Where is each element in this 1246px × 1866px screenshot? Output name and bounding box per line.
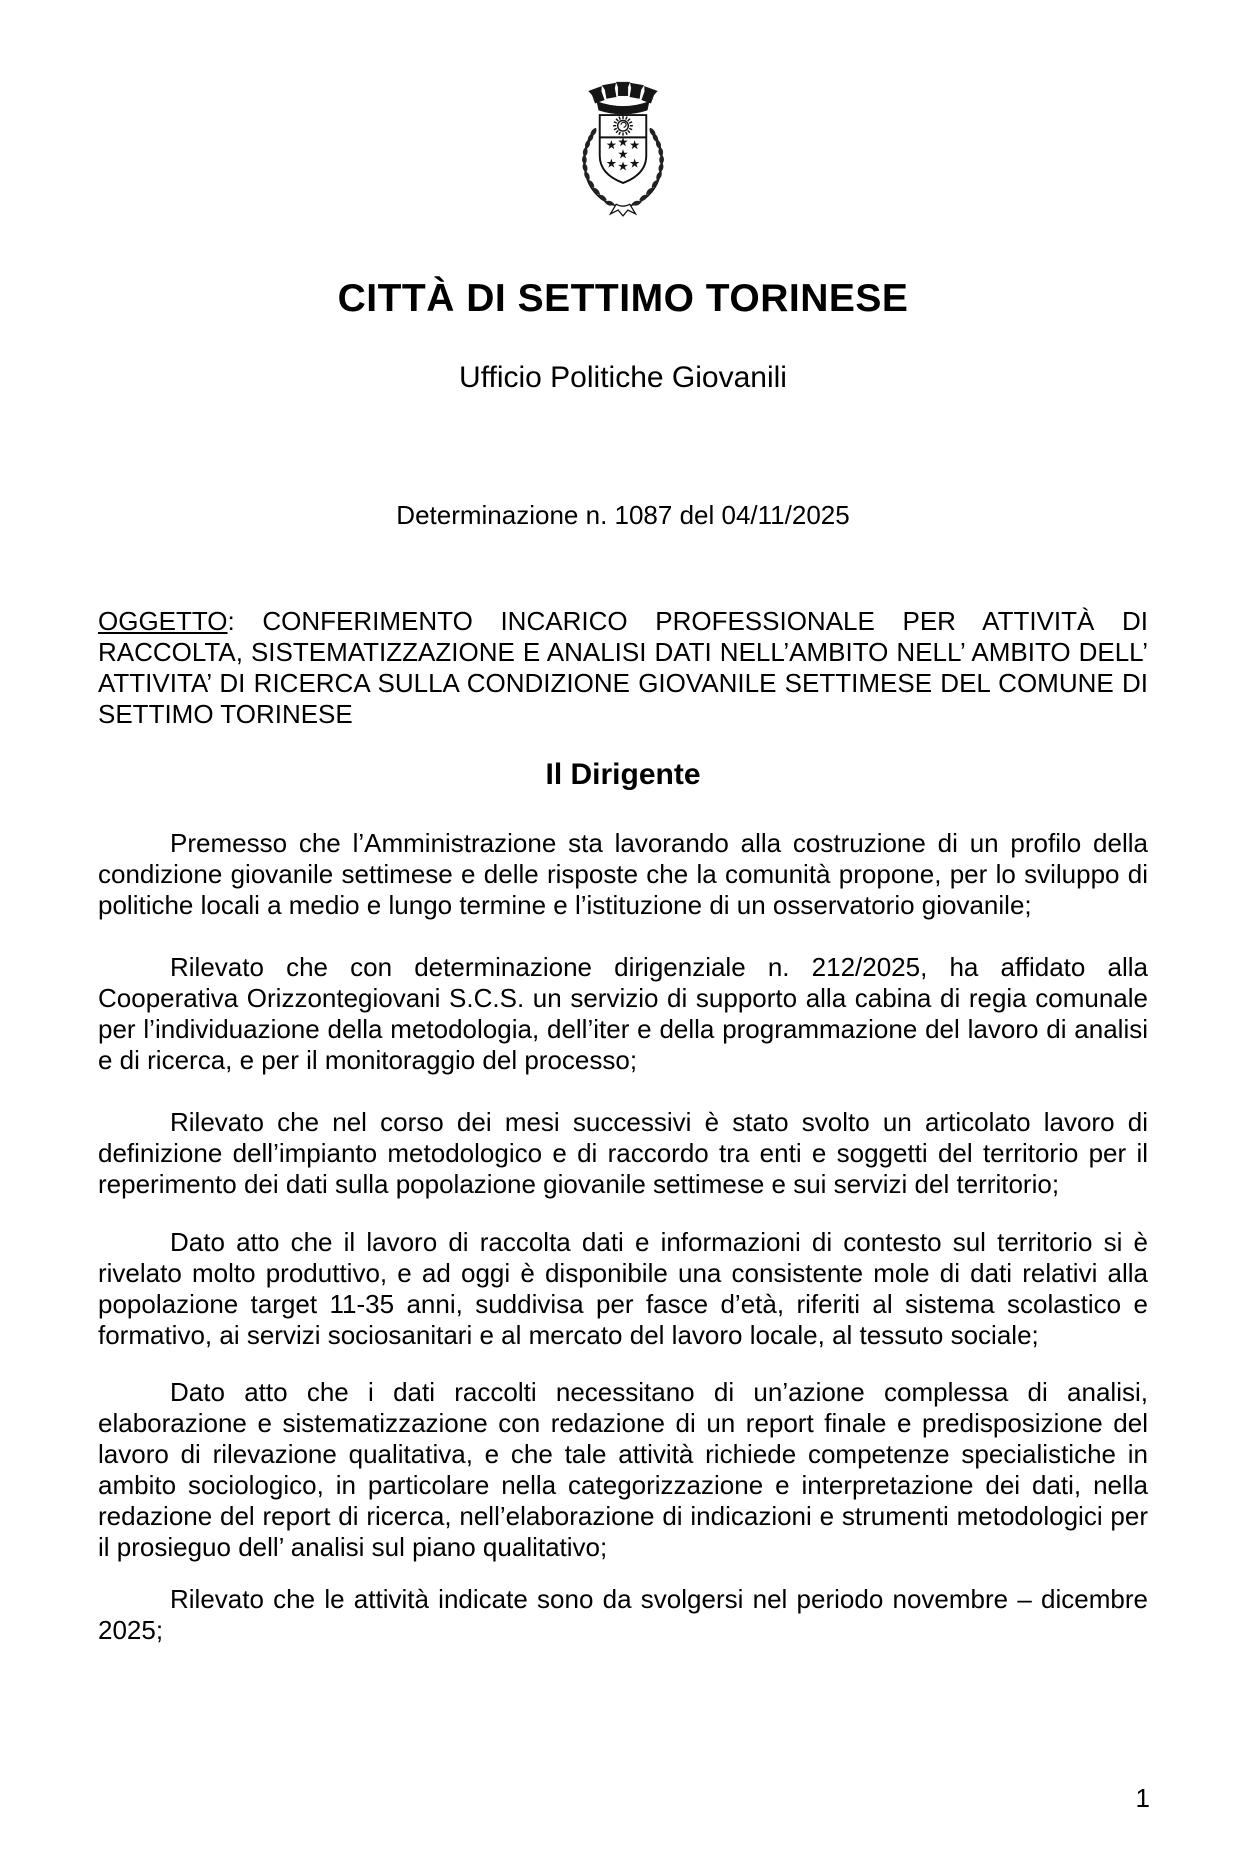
subject-paragraph <box>98 606 1148 730</box>
determination-document <box>0 80 1246 1866</box>
subject-label: OGGETTO <box>98 606 228 636</box>
mural-crown <box>589 82 658 114</box>
document-page <box>0 80 1246 1866</box>
paragraph-dato-atto-analisi: Dato atto che i dati raccolti necessitano di un’azione complessa di analisi, elaborazione e sistematizzazione con redazione di un report finale e predisposizione del lavoro di rilevazione qualitativa, e che tale attività richiede competenze specialistiche in ambito sociologico, in particolare nella categorizzazione e interpretazione dei dati, nella redazione del report di ricerca, nell’elaborazione di indicazioni e strumenti metodologici per il prosieguo dell’ analisi sul piano qualitativo; <box>98 1377 1148 1562</box>
paragraph-rilevato-mesi-successivi: Rilevato che nel corso dei mesi successivi è stato svolto un articolato lavoro di definizione dell’impianto metodologico e di raccordo tra enti e soggetti del territorio per il reperimento dei dati sulla popolazione giovanile settimese e sui servizi del territorio; <box>98 1107 1148 1199</box>
city-title: CITTÀ DI SETTIMO TORINESE <box>337 277 909 320</box>
section-heading-il-dirigente: Il Dirigente <box>545 758 701 791</box>
page-number: 1 <box>1135 1783 1150 1813</box>
shield <box>600 115 647 183</box>
ribbon <box>610 204 635 216</box>
office-subtitle: Ufficio Politiche Giovanili <box>459 361 787 394</box>
city-coat-of-arms-icon <box>560 80 686 218</box>
determination-number-line: Determinazione n. 1087 del 04/11/2025 <box>396 500 850 530</box>
paragraph-premesso: Premesso che l’Amministrazione sta lavorando alla costruzione di un profilo della condizione giovanile settimese e delle risposte che la comunità propone, per lo sviluppo di politiche locali a medio e lungo termine e l’istituzione di un osservatorio giovanile; <box>98 828 1148 920</box>
paragraph-dato-atto-raccolta: Dato atto che il lavoro di raccolta dati e informazioni di contesto sul territorio si è rivelato molto produttivo, e ad oggi è disponibile una consistente mole di dati relativi alla popolazione target 11-35 anni, suddivisa per fasce d’età, riferiti al sistema scolastico e formativo, ai servizi sociosanitari e al mercato del lavoro locale, al tessuto sociale; <box>98 1227 1148 1350</box>
subject-text: : CONFERIMENTO INCARICO PROFESSIONALE PER ATTIVITÀ DI RACCOLTA, SISTEMATIZZAZIONE E ANALISI DATI NELL’AMBITO NELL’ AMBITO DELL’ ATTIVITA’ DI RICERCA SULLA CONDIZIONE GIOVANILE SETTIMESE DEL COMUNE DI SETTIMO TORINESE <box>98 606 1148 729</box>
paragraph-rilevato-determinazione: Rilevato che con determinazione dirigenziale n. 212/2025, ha affidato alla Cooperativa Orizzontegiovani S.C.S. un servizio di supporto alla cabina di regia comunale per l’individuazione della metodologia, dell’iter e della programmazione del lavoro di analisi e di ricerca, e per il monitoraggio del processo; <box>98 952 1148 1075</box>
paragraph-rilevato-periodo: Rilevato che le attività indicate sono da svolgersi nel periodo novembre – dicembre 2025; <box>98 1584 1148 1645</box>
